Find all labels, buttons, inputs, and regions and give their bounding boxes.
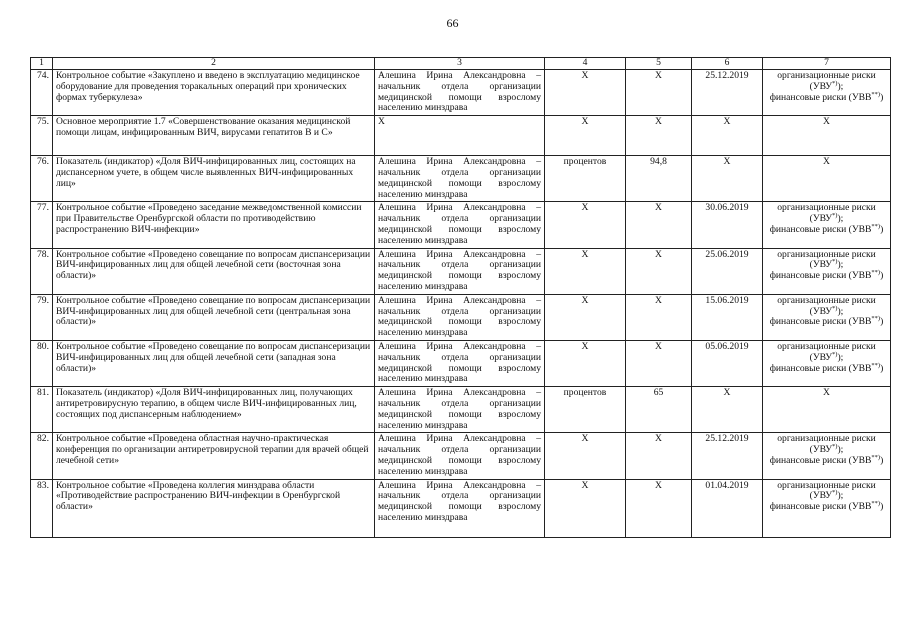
- header-cell: 7: [763, 58, 891, 70]
- unit-cell: X: [545, 294, 626, 340]
- risk-org-footnote: *): [832, 212, 838, 220]
- risk-cell: [763, 433, 891, 479]
- risk-fin-footnote: **): [871, 361, 881, 369]
- risk-fin-footnote: **): [871, 315, 881, 323]
- value-cell: X: [626, 70, 692, 116]
- risk-fin-end: ): [880, 270, 884, 282]
- risk-cell: [763, 340, 891, 386]
- risk-fin-end: ): [880, 223, 884, 235]
- event-cell: Показатель (индикатор) «Доля ВИЧ-инфицированных лиц, состоящих на диспансерном учете, в общем числе выявленных ВИЧ-инфицированных лиц»: [53, 156, 375, 202]
- risk-fin-end: ): [880, 91, 884, 103]
- row-number-cell: 83.: [31, 479, 53, 537]
- risk-cell: [763, 70, 891, 116]
- risk-org-footnote: *): [832, 350, 838, 358]
- date-cell: 25.06.2019: [692, 248, 763, 294]
- date-cell: X: [692, 116, 763, 156]
- date-cell: X: [692, 156, 763, 202]
- value-cell: X: [626, 248, 692, 294]
- table-row: [31, 387, 891, 433]
- risk-fin-footnote: **): [871, 269, 881, 277]
- event-cell: Контрольное событие «Проведено совещание по вопросам диспансеризации ВИЧ-инфицированных лиц для общей лечебной сети (восточная зона области)»: [53, 248, 375, 294]
- risk-org-footnote: *): [832, 304, 838, 312]
- risk-fin-text: финансовые риски (УВВ: [769, 454, 872, 466]
- risk-org-footnote: *): [832, 443, 838, 451]
- responsible-cell: Алешина Ирина Александровна – начальник отдела организации медицинской помощи взрослому населению минздрава: [375, 340, 545, 386]
- header-cell: 3: [375, 58, 545, 70]
- row-number-cell: 80.: [31, 340, 53, 386]
- responsible-cell: Алешина Ирина Александровна – начальник отдела организации медицинской помощи взрослому населению минздрава: [375, 202, 545, 248]
- event-cell: Контрольное событие «Проведено совещание по вопросам диспансеризации ВИЧ-инфицированных лиц для общей лечебной сети (западная зона области)»: [53, 340, 375, 386]
- unit-cell: X: [545, 340, 626, 386]
- responsible-cell: Алешина Ирина Александровна – начальник отдела организации медицинской помощи взрослому населению минздрава: [375, 387, 545, 433]
- risk-org-footnote: *): [832, 258, 838, 266]
- date-cell: 25.12.2019: [692, 433, 763, 479]
- value-cell: X: [626, 202, 692, 248]
- table-row: [31, 116, 891, 156]
- row-number-cell: 74.: [31, 70, 53, 116]
- value-cell: X: [626, 433, 692, 479]
- event-cell: Основное мероприятие 1.7 «Совершенствование оказания медицинской помощи лицам, инфицированным ВИЧ, вирусами гепатитов В и С»: [53, 116, 375, 156]
- table-row: [31, 156, 891, 202]
- responsible-cell: Алешина Ирина Александровна – начальник отдела организации медицинской помощи взрослому населению минздрава: [375, 248, 545, 294]
- risk-org-footnote: *): [832, 489, 838, 497]
- unit-cell: X: [545, 116, 626, 156]
- date-cell: 01.04.2019: [692, 479, 763, 537]
- risk-org-text: организационные риски (УВУ: [777, 433, 876, 456]
- risk-cell: [763, 248, 891, 294]
- date-cell: X: [692, 387, 763, 433]
- risk-fin-end: ): [880, 316, 884, 328]
- row-number-cell: 76.: [31, 156, 53, 202]
- table-row: [31, 433, 891, 479]
- table-row: [31, 294, 891, 340]
- risk-org-end: );: [837, 490, 844, 502]
- risk-fin-text: финансовые риски (УВВ: [769, 501, 872, 513]
- value-cell: 94,8: [626, 156, 692, 202]
- date-cell: 25.12.2019: [692, 70, 763, 116]
- table-row: [31, 340, 891, 386]
- risk-org-text: организационные риски (УВУ: [777, 70, 876, 92]
- header-cell: 1: [31, 58, 53, 70]
- row-number-cell: 77.: [31, 202, 53, 248]
- table-header-row: [31, 58, 891, 70]
- responsible-cell: Алешина Ирина Александровна – начальник отдела организации медицинской помощи взрослому населению минздрава: [375, 294, 545, 340]
- table-row: [31, 248, 891, 294]
- header-cell: 2: [53, 58, 375, 70]
- unit-cell: X: [545, 433, 626, 479]
- risk-org-end: );: [837, 444, 844, 456]
- responsible-cell: Алешина Ирина Александровна – начальник отдела организации медицинской помощи взрослому населению минздрава: [375, 479, 545, 537]
- event-cell: Контрольное событие «Проведено совещание по вопросам диспансеризации ВИЧ-инфицированных лиц для общей лечебной сети (центральная зона области)»: [53, 294, 375, 340]
- responsible-cell: Алешина Ирина Александровна – начальник отдела организации медицинской помощи взрослому населению минздрава: [375, 70, 545, 116]
- risk-org-footnote: *): [832, 79, 838, 87]
- risk-fin-text: финансовые риски (УВВ: [769, 316, 872, 328]
- risk-fin-footnote: **): [871, 222, 881, 230]
- risk-org-end: );: [837, 351, 844, 363]
- risk-org-text: организационные риски (УВУ: [777, 294, 876, 317]
- unit-cell: X: [545, 479, 626, 537]
- header-cell: 5: [626, 58, 692, 70]
- risk-org-text: организационные риски (УВУ: [777, 202, 876, 225]
- risk-fin-footnote: **): [871, 90, 881, 98]
- responsible-cell: Алешина Ирина Александровна – начальник отдела организации медицинской помощи взрослому населению минздрава: [375, 156, 545, 202]
- unit-cell: процентов: [545, 387, 626, 433]
- date-cell: 30.06.2019: [692, 202, 763, 248]
- risk-cell: X: [763, 387, 891, 433]
- risk-fin-footnote: **): [871, 500, 881, 508]
- risk-org-end: );: [837, 213, 844, 225]
- event-cell: Контрольное событие «Проведено заседание межведомственной комиссии при Правительстве Оренбургской области по противодействию распространению ВИЧ-инфекции»: [53, 202, 375, 248]
- value-cell: X: [626, 479, 692, 537]
- risk-cell: [763, 202, 891, 248]
- risk-fin-end: ): [880, 454, 884, 466]
- value-cell: X: [626, 340, 692, 386]
- responsible-cell: X: [375, 116, 545, 156]
- risk-cell: X: [763, 156, 891, 202]
- responsible-cell: Алешина Ирина Александровна – начальник отдела организации медицинской помощи взрослому населению минздрава: [375, 433, 545, 479]
- value-cell: X: [626, 116, 692, 156]
- event-cell: Контрольное событие «Закуплено и введено в эксплуатацию медицинское оборудование для проведения торакальных операций при хронических формах туберкулеза»: [53, 70, 375, 116]
- value-cell: 65: [626, 387, 692, 433]
- risk-fin-text: финансовые риски (УВВ: [769, 270, 872, 282]
- date-cell: 05.06.2019: [692, 340, 763, 386]
- row-number-cell: 75.: [31, 116, 53, 156]
- risk-fin-text: финансовые риски (УВВ: [769, 91, 872, 103]
- risk-fin-text: финансовые риски (УВВ: [769, 223, 872, 235]
- table-row: [31, 202, 891, 248]
- header-cell: 4: [545, 58, 626, 70]
- date-cell: 15.06.2019: [692, 294, 763, 340]
- risk-org-end: );: [837, 80, 844, 92]
- risk-org-text: организационные риски (УВУ: [777, 340, 876, 363]
- page-number: 66: [446, 16, 459, 30]
- risk-cell: [763, 294, 891, 340]
- plan-table: [30, 57, 891, 538]
- risk-fin-text: финансовые риски (УВВ: [769, 362, 872, 374]
- table-row: [31, 479, 891, 537]
- value-cell: X: [626, 294, 692, 340]
- row-number-cell: 81.: [31, 387, 53, 433]
- risk-fin-footnote: **): [871, 453, 881, 461]
- unit-cell: X: [545, 248, 626, 294]
- risk-fin-end: ): [880, 362, 884, 374]
- risk-cell: X: [763, 116, 891, 156]
- header-cell: 6: [692, 58, 763, 70]
- risk-fin-end: ): [880, 501, 884, 513]
- risk-org-end: );: [837, 305, 844, 317]
- risk-org-text: организационные риски (УВУ: [777, 248, 876, 271]
- unit-cell: X: [545, 202, 626, 248]
- unit-cell: процентов: [545, 156, 626, 202]
- risk-org-end: );: [837, 259, 844, 271]
- row-number-cell: 78.: [31, 248, 53, 294]
- event-cell: Показатель (индикатор) «Доля ВИЧ-инфицированных лиц, получающих антиретровирусную терапию, в общем числе ВИЧ-инфицированных лиц, состоящих под диспансерным наблюдением»: [53, 387, 375, 433]
- event-cell: Контрольное событие «Проведена коллегия минздрава области «Противодействие распространению ВИЧ-инфекции в Оренбургской области»: [53, 479, 375, 537]
- event-cell: Контрольное событие «Проведена областная научно-практическая конференция по организации антиретровирусной терапии для врачей общей лечебной сети»: [53, 433, 375, 479]
- table-row: [31, 70, 891, 116]
- risk-org-text: организационные риски (УВУ: [777, 479, 876, 502]
- risk-cell: [763, 479, 891, 537]
- unit-cell: X: [545, 70, 626, 116]
- row-number-cell: 82.: [31, 433, 53, 479]
- row-number-cell: 79.: [31, 294, 53, 340]
